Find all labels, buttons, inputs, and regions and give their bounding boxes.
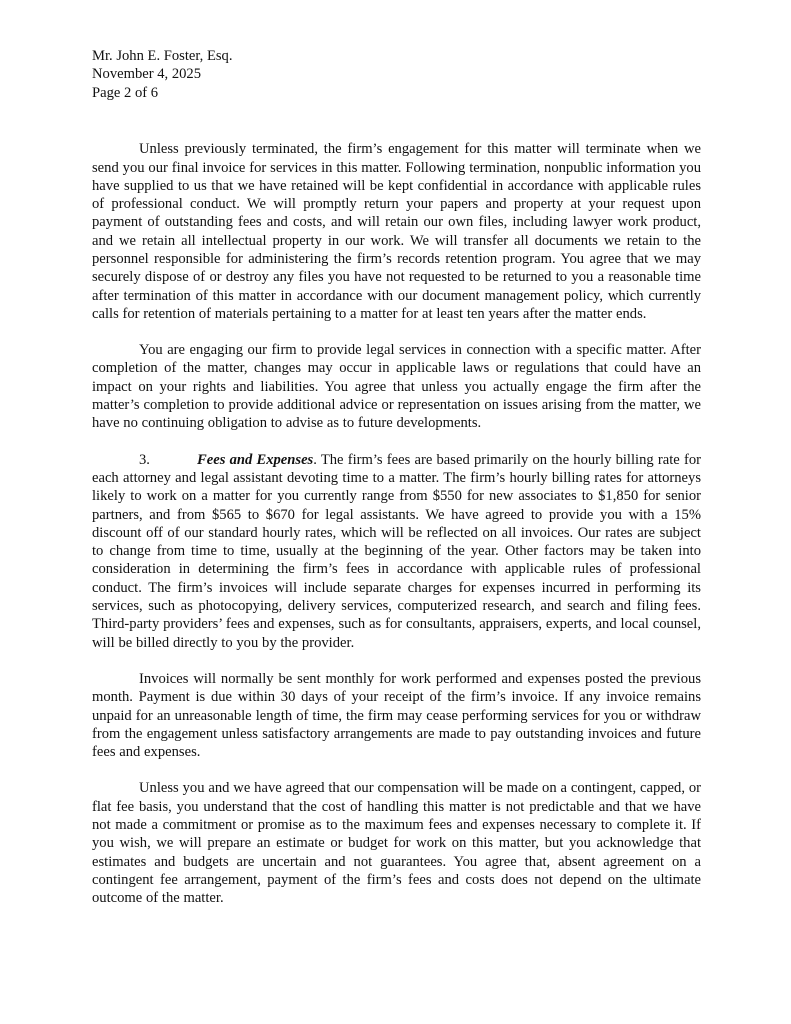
section-3-heading-period: . (313, 451, 317, 468)
section-3-number: 3. (139, 451, 150, 468)
section-3-text: The firm’s fees are based primarily on the hourly billing rate for each attorney and legal assistant devoting time to a matter. The firm’s hourly billing rates for attorneys likely to work on a matter for you currently range from $550 for new associates to $1,850 for senior partners, and from $565 to $670 for legal assistants. We have agreed to provide you with a 15% discount off of our standard hourly rates, which will be reflected on all invoices. Our rates are subject to change from time to time, usually at the beginning of the year. Other factors may be taken into consideration in determining the firm’s fees in accordance with applicable rules of professional conduct. The firm’s invoices will include separate charges for expenses incurred in performing its services, such as photocopying, delivery services, computerized research, and search and filing fees. Third-party providers’ fees and expenses, such as for consultants, appraisers, experts, and local counsel, will be billed directly to you by the provider. (92, 451, 701, 651)
paragraph-invoicing: Invoices will normally be sent monthly for work performed and expenses posted the previous month. Payment is due within 30 days of your receipt of the firm’s invoice. If any invoice remains unpaid for an unreasonable length of time, the firm may cease performing services for you or withdraw from the engagement unless satisfactory arrangements are made to pay outstanding invoices and future fees and expenses. (92, 670, 701, 761)
header-recipient: Mr. John E. Foster, Esq. (92, 48, 233, 64)
section-3-fees-and-expenses (92, 451, 701, 652)
paragraph-termination: Unless previously terminated, the firm’s engagement for this matter will terminate when we send you our final invoice for services in this matter. Following termination, nonpublic information you have supplied to us that we have retained will be kept confidential in accordance with applicable rules of professional conduct. We will promptly return your papers and property at your request upon payment of outstanding fees and costs, and will retain our own files, including lawyer work product, and we retain all intellectual property in our work. We will transfer all documents we retain to the personnel responsible for administering the firm’s records retention program. You agree that we may securely dispose of or destroy any files you have not requested to be returned to you a reasonable time after termination of this matter in accordance with our document management policy, which currently calls for retention of materials pertaining to a matter for at least ten years after the matter ends. (92, 141, 701, 322)
page-content (92, 47, 701, 908)
section-3-heading: Fees and Expenses (197, 451, 314, 468)
letter-body (92, 140, 701, 907)
paragraph-fee-estimates: Unless you and we have agreed that our compensation will be made on a contingent, capped, or flat fee basis, you understand that the cost of handling this matter is not predictable and that we have not made a commitment or promise as to the maximum fees and expenses necessary to complete it. If you wish, we will prepare an estimate or budget for work on this matter, but you acknowledge that estimates and budgets are uncertain and not guarantees. You agree that, absent agreement on a contingent fee arrangement, payment of the firm’s fees and costs does not depend on the ultimate outcome of the matter. (92, 780, 701, 907)
header-date: November 4, 2025 (92, 66, 202, 83)
paragraph-scope-of-engagement: You are engaging our firm to provide legal services in connection with a specific matter. After completion of the matter, changes may occur in applicable laws or regulations that could have an impact on your rights and liabilities. You agree that unless you actually engage the firm after the matter’s completion to provide additional advice or representation on issues arising from the matter, we have no continuing obligation to advise as to future developments. (92, 342, 701, 432)
letter-header-block (92, 47, 701, 102)
header-page-number: Page 2 of 6 (92, 84, 159, 101)
